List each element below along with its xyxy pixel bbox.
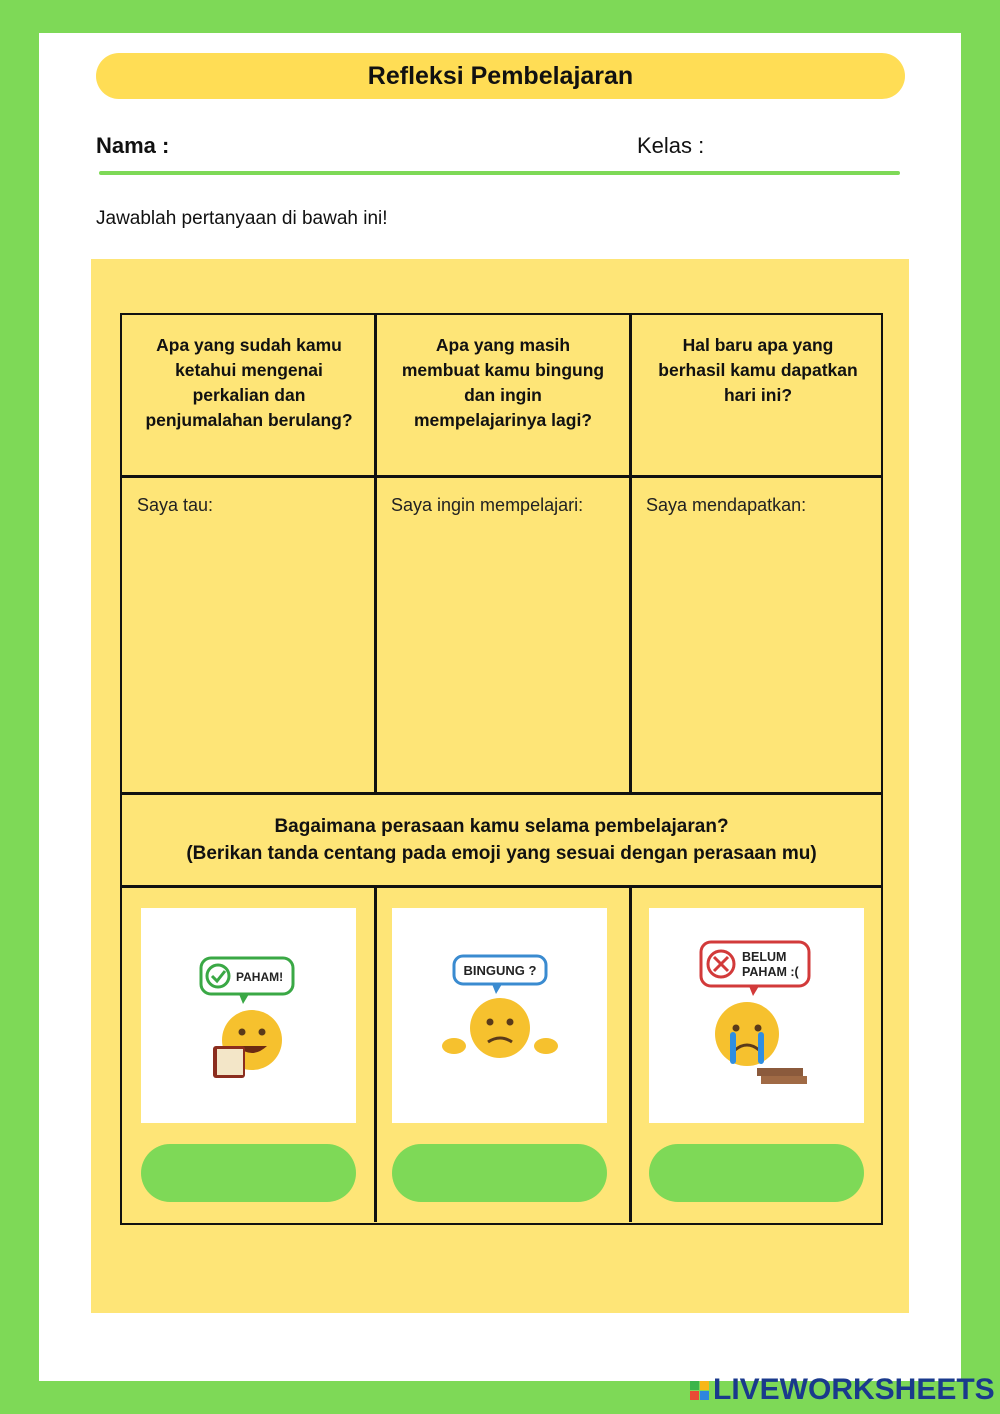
answer-confused-prompt: Saya ingin mempelajari:: [391, 495, 584, 515]
name-class-underline: [99, 171, 900, 175]
reflection-table: [120, 313, 883, 1225]
bingung-check-button[interactable]: [392, 1144, 607, 1202]
paham-check-button[interactable]: [141, 1144, 356, 1202]
worksheet-page: [39, 33, 961, 1381]
paham-emoji-card: [141, 908, 356, 1123]
happy-reading-emoji-icon: [141, 908, 356, 1123]
bingung-emoji-card: [392, 908, 607, 1123]
table-divider: [629, 315, 632, 1222]
feeling-question-line: Bagaimana perasaan kamu selama pembelajaran?: [274, 816, 729, 837]
answer-new-prompt: Saya mendapatkan:: [646, 495, 807, 515]
liveworksheets-text: LIVEWORKSHEETS: [713, 1373, 995, 1406]
page-title: Refleksi Pembelajaran: [96, 53, 905, 99]
liveworksheets-badge-icon: [690, 1381, 709, 1400]
reflection-panel: [91, 259, 909, 1313]
liveworksheets-logo: [690, 1372, 995, 1408]
table-divider: [122, 475, 881, 478]
belum-paham-check-button[interactable]: [649, 1144, 864, 1202]
belum-bubble-text-1: BELUM: [742, 950, 787, 964]
belum-bubble-text-2: PAHAM :(: [742, 965, 799, 979]
crying-emoji-icon: [649, 908, 864, 1123]
instruction-text: Jawablah pertanyaan di bawah ini!: [96, 208, 388, 229]
feeling-question: [122, 813, 881, 867]
paham-bubble-text: PAHAM!: [236, 970, 284, 984]
table-divider: [374, 315, 377, 1222]
table-divider: [122, 885, 881, 888]
question-known: Apa yang sudah kamu ketahui mengenai perkalian dan penjumalahan berulang?: [145, 335, 353, 430]
answer-confused-field[interactable]: [379, 525, 625, 787]
confused-shrug-emoji-icon: [392, 908, 607, 1123]
answer-known-field[interactable]: [125, 525, 371, 787]
answer-known-prompt: Saya tau:: [137, 495, 214, 515]
bingung-bubble-text: BINGUNG ?: [463, 963, 537, 978]
belum-paham-emoji-card: [649, 908, 864, 1123]
question-confused: Apa yang masih membuat kamu bingung dan ingin mempelajarinya lagi?: [401, 335, 605, 430]
question-new: Hal baru apa yang berhasil kamu dapatkan hari ini?: [658, 335, 858, 405]
answer-new-field[interactable]: [634, 525, 880, 787]
nama-label: Nama :: [96, 133, 170, 158]
feeling-instruction-line: (Berikan tanda centang pada emoji yang sesuai dengan perasaan mu): [186, 843, 817, 864]
kelas-label: Kelas :: [637, 133, 705, 158]
